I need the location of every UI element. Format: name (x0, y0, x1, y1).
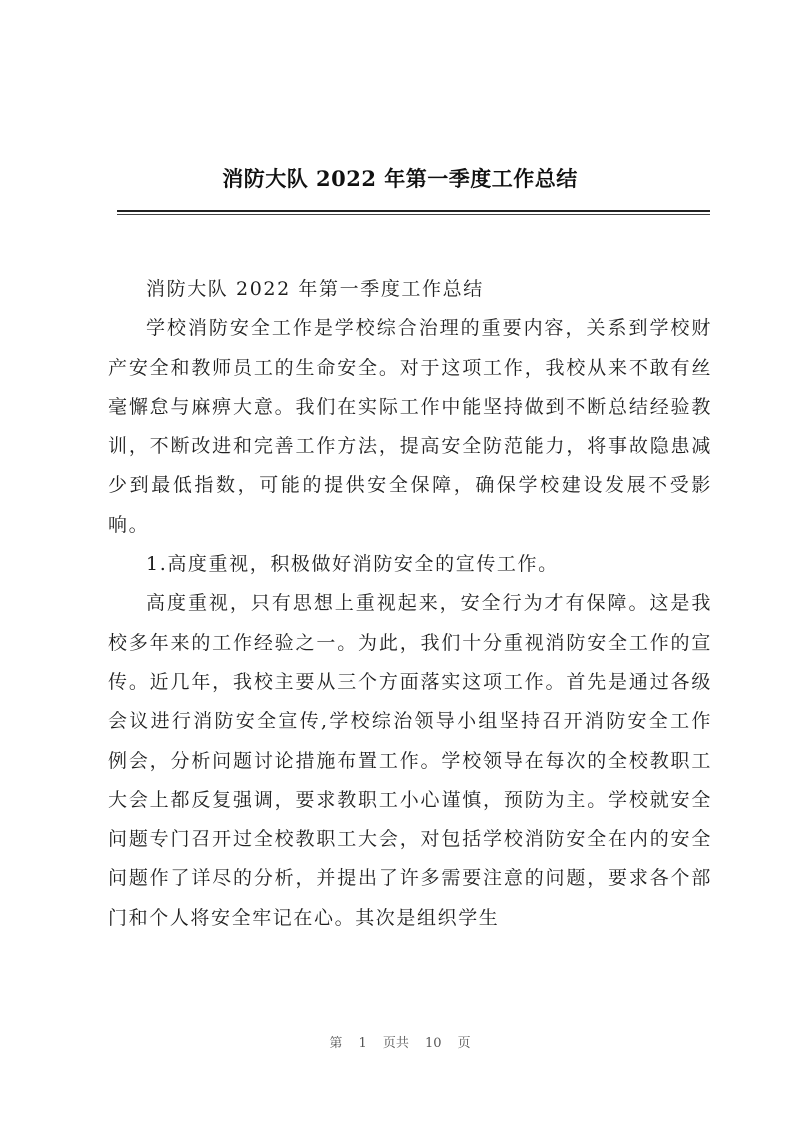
document-body (108, 270, 712, 938)
paragraph-section-1-heading: 1.高度重视，积极做好消防安全的宣传工作。 (146, 553, 559, 576)
paragraph-heading: 消防大队 2022 年第一季度工作总结 (146, 278, 484, 300)
page-footer: 第 1 页共 10 页 (329, 1036, 471, 1051)
paragraph-section-1-body: 高度重视，只有思想上重视起来，安全行为才有保障。这是我校多年来的工作经验之一。为此，我们十分重视消防安全工作的宣传。近几年，我校主要从三个方面落实这项工作。首先是通过各级会议进行消防安全宣传,学校综治领导小组坚持召开消防安全工作例会，分析问题讨论措施布置工作。学校领导在每次的全校教职工大会上都反复强调，要求教职工小心谨慎，预防为主。学校就安全问题专门召开过全校教职工大会，对包括学校消防安全在内的安全问题作了详尽的分析，并提出了许多需要注意的问题，要求各个部门和个人将安全牢记在心。其次是组织学生 (108, 592, 712, 929)
title-rule-thin (117, 214, 710, 215)
paragraph-intro: 学校消防安全工作是学校综合治理的重要内容，关系到学校财产安全和教师员工的生命安全。对于这项工作，我校从来不敢有丝毫懈怠与麻痹大意。我们在实际工作中能坚持做到不断总结经验教训，不断改进和完善工作方法，提高安全防范能力，将事故隐患减少到最低指数，可能的提供安全保障，确保学校建设发展不受影响。 (108, 317, 712, 536)
document-title: 消防大队 2022 年第一季度工作总结 (222, 166, 578, 191)
title-rule-thick (117, 210, 710, 212)
